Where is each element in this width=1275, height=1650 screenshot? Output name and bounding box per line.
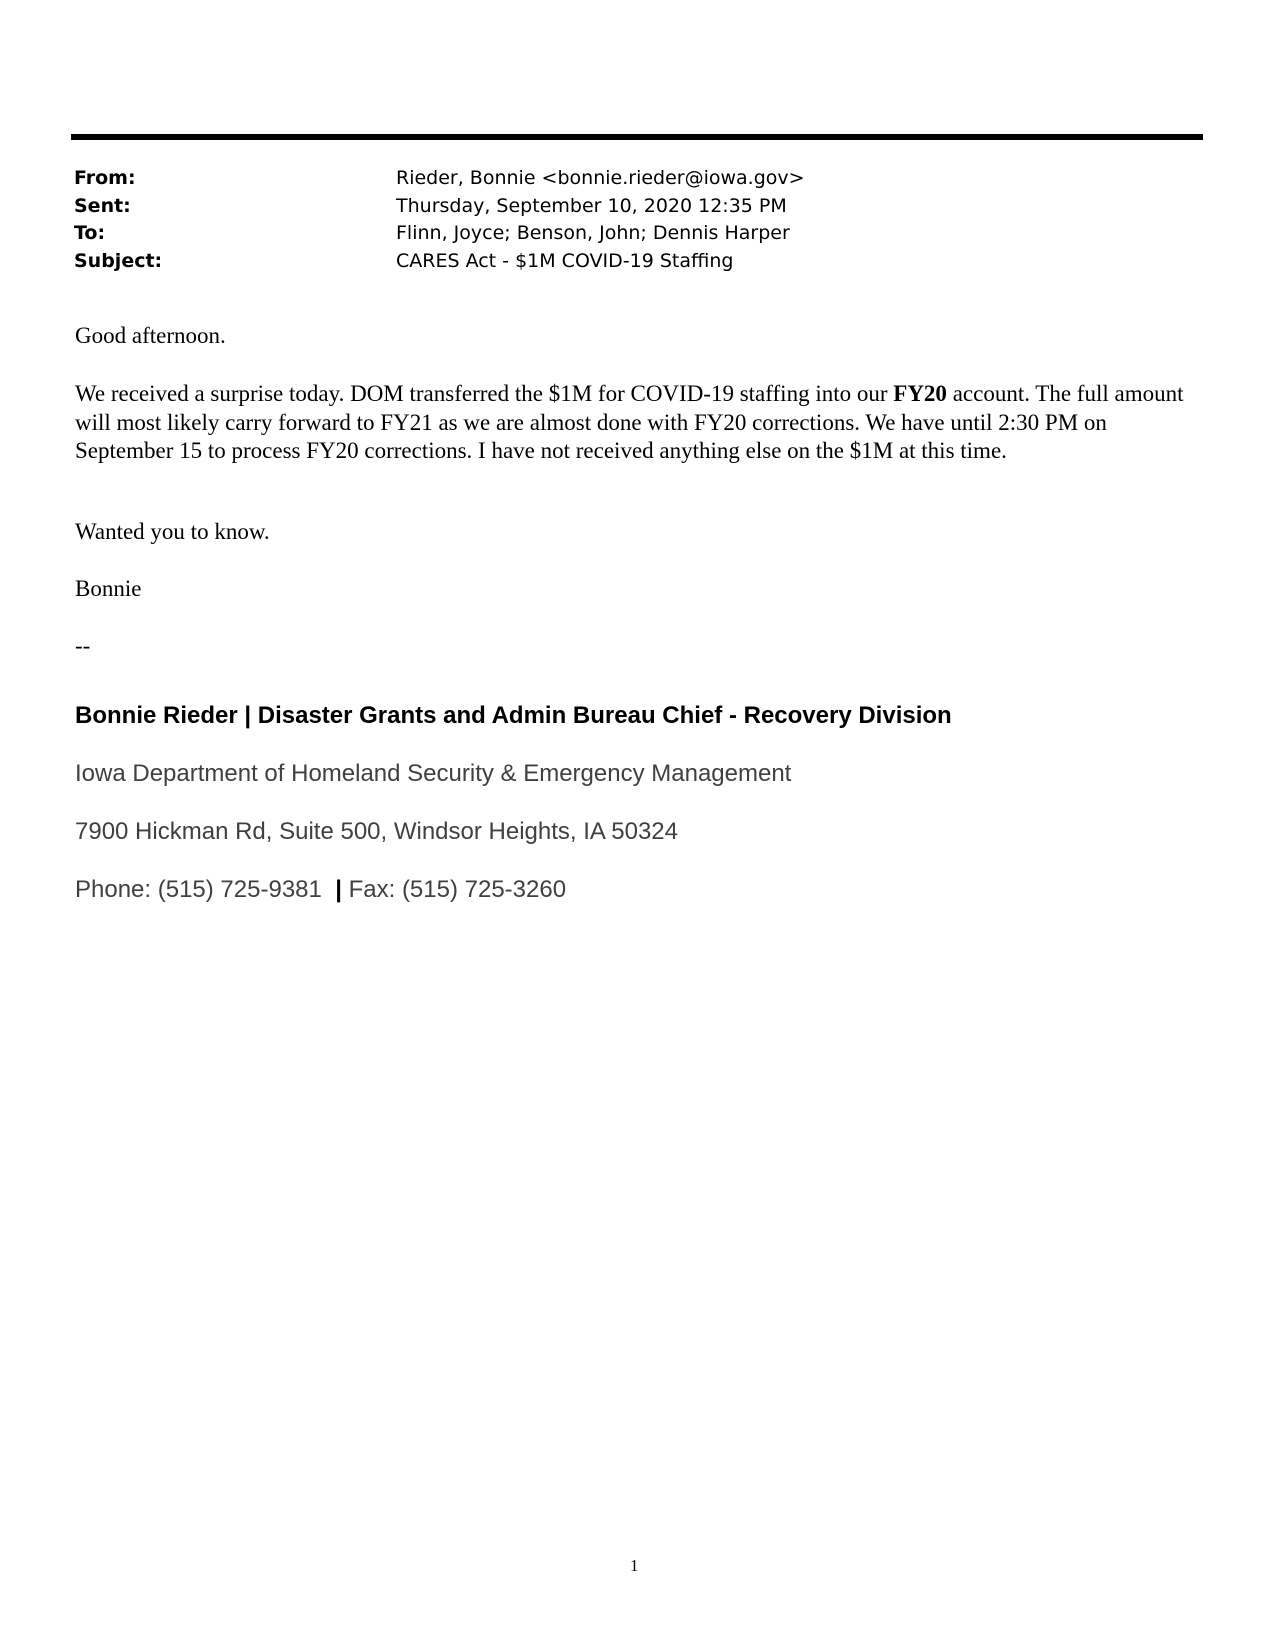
to-value: Flinn, Joyce; Benson, John; Dennis Harper xyxy=(396,222,790,244)
signature-address: 7900 Hickman Rd, Suite 500, Windsor Heights, IA 50324 xyxy=(75,818,678,845)
header-row-subject xyxy=(74,248,1194,276)
subject-value: CARES Act - $1M COVID-19 Staffing xyxy=(396,249,734,272)
body-text-bold-fy20: FY20 xyxy=(893,381,947,406)
body-text-after-bold: account. The full amount will most likely carry forward to FY21 as we are almost done with FY20 corrections. We have until 2:30 PM on September 15 to process FY20 corrections. I have not received anything else on the $1M at this time. xyxy=(75,381,1184,463)
sign-off: Bonnie xyxy=(75,576,142,601)
signature-fax: Fax: (515) 725-3260 xyxy=(348,876,567,903)
header-row-from xyxy=(74,165,1194,193)
sent-value: Thursday, September 10, 2020 12:35 PM xyxy=(396,194,787,217)
signature-contact xyxy=(75,876,566,904)
header-divider-rule xyxy=(71,134,1203,140)
signature-phone: Phone: (515) 725-9381 xyxy=(75,876,322,903)
from-value: Rieder, Bonnie <bonnie.rieder@iowa.gov> xyxy=(396,167,805,189)
signature-separator: -- xyxy=(75,633,91,658)
header-row-sent xyxy=(74,193,1194,221)
closing-line: Wanted you to know. xyxy=(75,519,270,544)
signature-organization: Iowa Department of Homeland Security & Emergency Management xyxy=(75,760,792,787)
signature-name-title: Bonnie Rieder | Disaster Grants and Admin Bureau Chief - Recovery Division xyxy=(75,702,952,729)
greeting: Good afternoon. xyxy=(75,323,226,348)
sent-label: Sent: xyxy=(74,194,131,217)
signature-contact-separator: | xyxy=(335,876,342,903)
email-header xyxy=(74,165,1194,275)
body-paragraph xyxy=(75,380,1205,466)
subject-label: Subject: xyxy=(74,249,163,272)
header-row-to xyxy=(74,220,1194,248)
page-number: 1 xyxy=(630,1556,639,1575)
body-text-before-bold: We received a surprise today. DOM transferred the $1M for COVID-19 staffing into our xyxy=(75,381,894,406)
to-label: To: xyxy=(74,222,106,244)
from-label: From: xyxy=(74,167,136,189)
